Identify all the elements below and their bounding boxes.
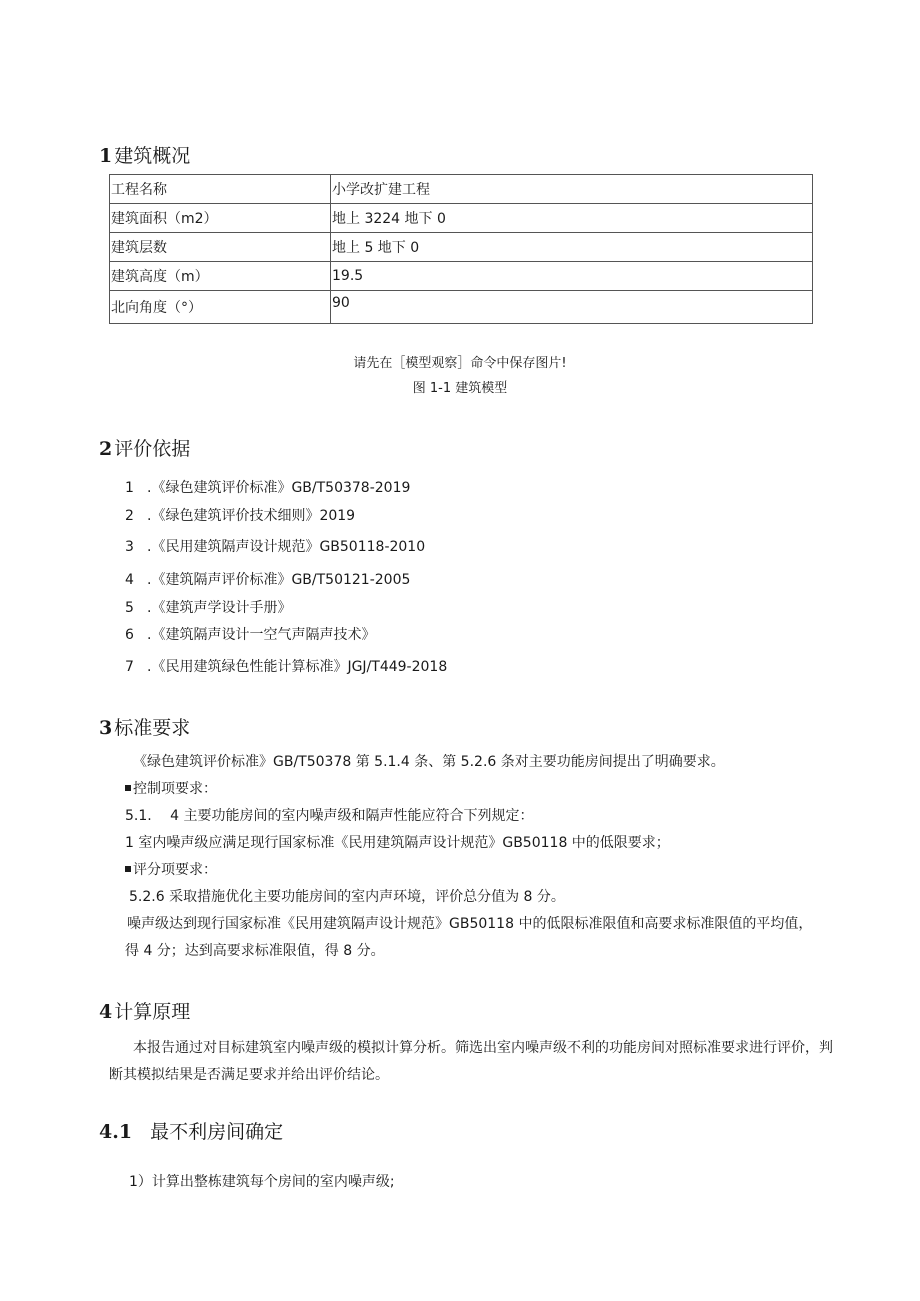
- figure-caption: 图 1-1 建筑模型: [412, 381, 508, 396]
- section-3-heading: [99, 713, 190, 740]
- table-key: 建筑层数: [110, 233, 331, 262]
- table-value: 19.5: [331, 262, 813, 291]
- table-row: [110, 233, 813, 262]
- table-value: 地上 5 地下 0: [331, 233, 813, 262]
- reference-number: 4: [125, 572, 134, 588]
- reference-item: [125, 571, 410, 589]
- table-row: [110, 262, 813, 291]
- reference-number: 7: [125, 659, 134, 675]
- section-4-1-number: 4.1: [99, 1121, 133, 1143]
- reference-number: 3: [125, 539, 134, 555]
- control-sub-item: 1 室内噪声级应满足现行国家标准《民用建筑隔声设计规范》GB50118 中的低限要求；: [125, 835, 670, 851]
- principle-line-2: 断其模拟结果是否满足要求并给出评价结论。: [109, 1067, 389, 1083]
- section-2-number: 2: [99, 438, 113, 460]
- reference-text: .《绿色建筑评价技术细则》2019: [147, 508, 356, 524]
- table-value: 小学改扩建工程: [331, 175, 813, 204]
- section-4-number: 4: [99, 1001, 113, 1023]
- control-label-line: [125, 780, 217, 798]
- reference-number: 2: [125, 508, 134, 524]
- reference-text: .《建筑隔声评价标准》GB/T50121-2005: [147, 572, 411, 588]
- table-row: [110, 204, 813, 233]
- table-key: 工程名称: [110, 175, 331, 204]
- table-value: 90: [331, 291, 813, 324]
- building-info-table: [109, 174, 813, 324]
- table-value: 地上 3224 地下 0: [331, 204, 813, 233]
- reference-item: [125, 507, 355, 525]
- step-1: 1）计算出整栋建筑每个房间的室内噪声级;: [129, 1174, 395, 1190]
- section-1-number: 1: [99, 145, 113, 167]
- reference-text: .《民用建筑隔声设计规范》GB50118-2010: [147, 539, 426, 555]
- bullet-square-icon: [125, 866, 131, 872]
- reference-text: .《绿色建筑评价标准》GB/T50378-2019: [147, 480, 411, 496]
- reference-number: 6: [125, 627, 134, 643]
- principle-line-1: 本报告通过对目标建筑室内噪声级的模拟计算分析。筛选出室内噪声级不利的功能房间对照标准要求进行评价，判: [133, 1040, 833, 1056]
- reference-number: 1: [125, 480, 134, 496]
- score-label: 评分项要求：: [133, 862, 217, 878]
- standard-intro: 《绿色建筑评价标准》GB/T50378 第 5.1.4 条、第 5.2.6 条对主要功能房间提出了明确要求。: [133, 754, 725, 770]
- section-4-title: 计算原理: [114, 1001, 191, 1023]
- section-1-heading: [99, 141, 190, 168]
- image-placeholder-text: 请先在［模型观察］命令中保存图片!: [353, 356, 567, 371]
- reference-item: [125, 479, 410, 497]
- score-detail-line-2: 得 4 分；达到高要求标准限值，得 8 分。: [125, 943, 385, 959]
- table-row: [110, 175, 813, 204]
- table-row: [110, 291, 813, 324]
- reference-item: [125, 599, 291, 617]
- section-2-title: 评价依据: [114, 438, 191, 460]
- table-key: 建筑面积（m2）: [110, 204, 331, 233]
- section-3-number: 3: [99, 717, 113, 739]
- table-key: 北向角度（°）: [110, 291, 331, 324]
- reference-item: [125, 538, 425, 556]
- section-4-heading: [99, 997, 190, 1024]
- score-item: 5.2.6 采取措施优化主要功能房间的室内声环境，评价总分值为 8 分。: [129, 889, 565, 905]
- score-detail-line-1: 噪声级达到现行国家标准《民用建筑隔声设计规范》GB50118 中的低限标准限值和高要求标准限值的平均值，: [127, 916, 813, 932]
- section-2-heading: [99, 434, 190, 461]
- score-label-line: [125, 861, 217, 879]
- reference-text: .《建筑声学设计手册》: [147, 600, 292, 616]
- table-key: 建筑高度（m）: [110, 262, 331, 291]
- section-3-title: 标准要求: [114, 717, 191, 739]
- section-1-title: 建筑概况: [114, 145, 191, 167]
- section-4-1-heading: [99, 1117, 283, 1144]
- reference-item: [125, 626, 375, 644]
- reference-item: [125, 658, 447, 676]
- reference-text: .《民用建筑绿色性能计算标准》JGJ/T449-2018: [147, 659, 448, 675]
- reference-text: .《建筑隔声设计一空气声隔声技术》: [147, 627, 376, 643]
- control-item: 5.1. 4 主要功能房间的室内噪声级和隔声性能应符合下列规定：: [125, 808, 534, 824]
- reference-number: 5: [125, 600, 134, 616]
- control-label: 控制项要求：: [133, 781, 217, 797]
- section-4-1-title: 最不利房间确定: [150, 1121, 284, 1143]
- bullet-square-icon: [125, 785, 131, 791]
